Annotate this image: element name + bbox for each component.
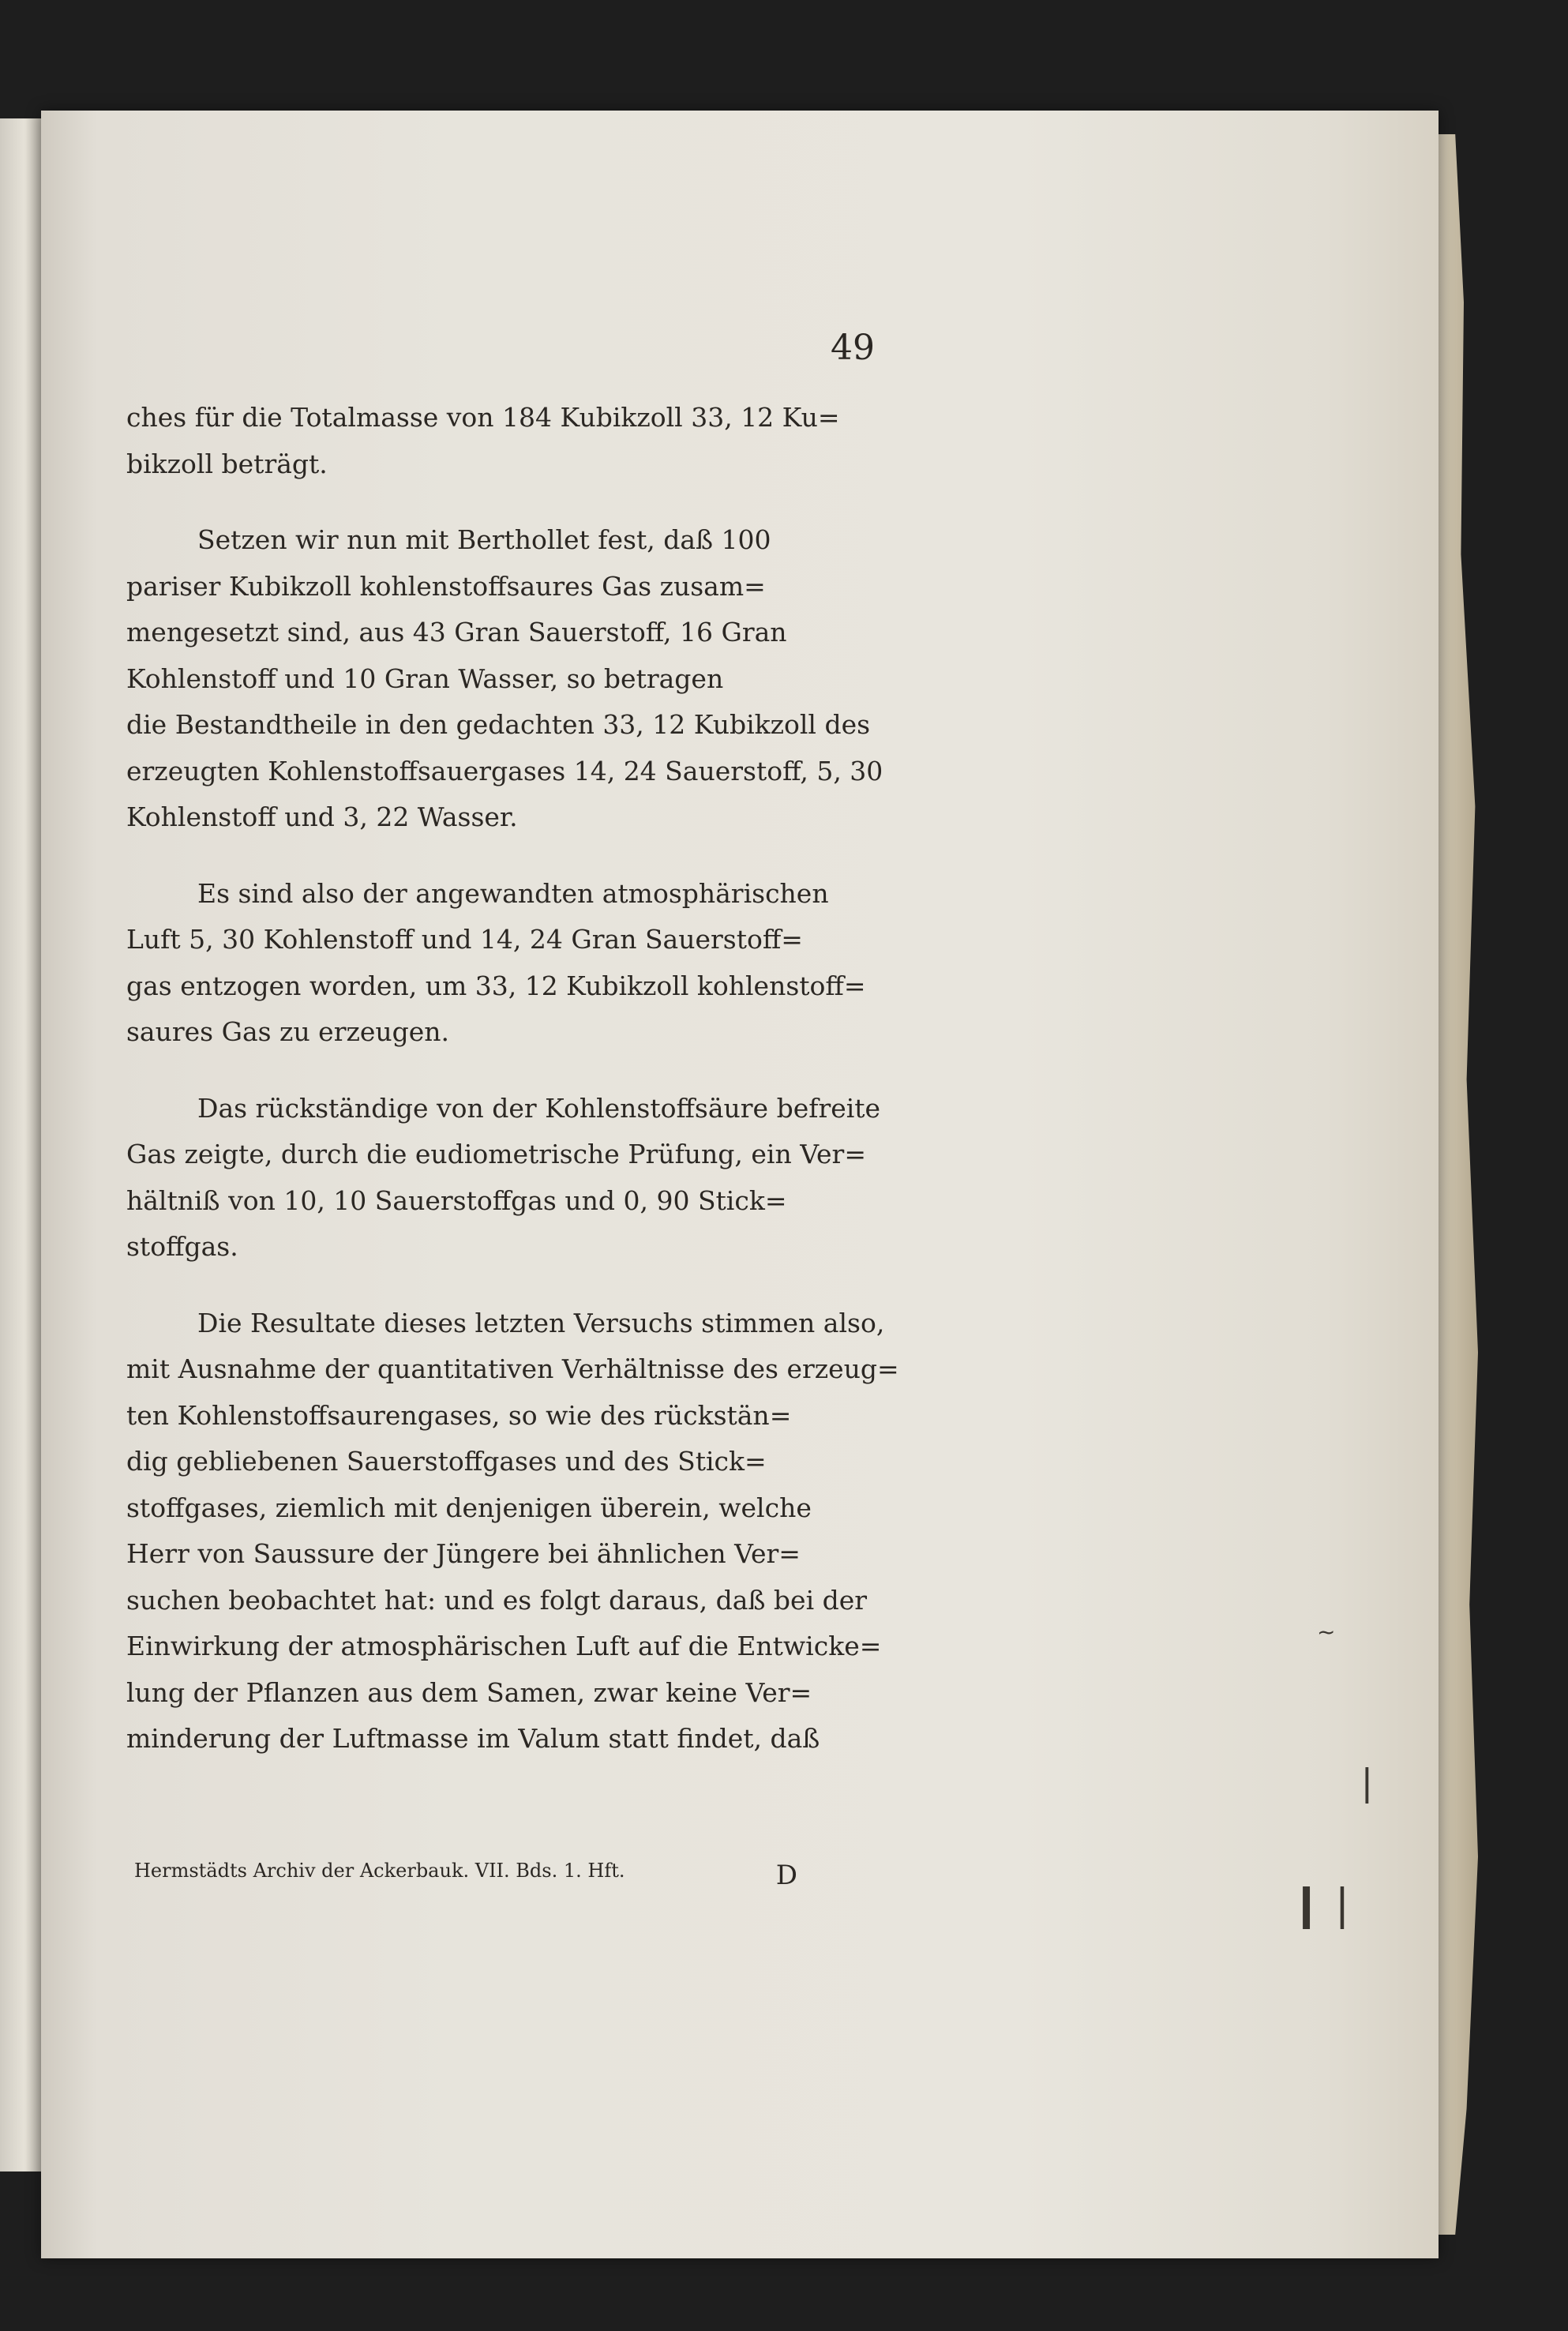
page-footer: [134, 1860, 797, 1891]
text-line: pariser Kubikzoll kohlenstoffsaures Gas zusam=: [126, 570, 766, 602]
page-number: 49: [831, 328, 875, 368]
text-line: die Bestandtheile in den gedachten 33, 12 Kubikzoll des: [126, 709, 871, 740]
text-line: stoffgas.: [126, 1231, 238, 1262]
text-line: ten Kohlenstoffsaurengases, so wie des rückstän=: [126, 1399, 792, 1431]
text-line: Gas zeigte, durch die eudiometrische Prüfung, ein Ver=: [126, 1139, 866, 1169]
text-line: Einwirkung der atmosphärischen Luft auf die Entwicke=: [126, 1631, 882, 1661]
margin-ink-mark: ~: [1317, 1619, 1336, 1645]
left-page-edge: [0, 118, 43, 2171]
text-line: Kohlenstoff und 10 Gran Wasser, so betragen: [126, 663, 724, 694]
text-line: mit Ausnahme der quantitativen Verhältnisse des erzeug=: [126, 1353, 899, 1384]
paragraph-4: [126, 1086, 900, 1271]
text-line: suchen beobachtet hat: und es folgt daraus, daß bei der: [126, 1584, 868, 1616]
paragraph-2: [126, 517, 900, 841]
text-line: Herr von Saussure der Jüngere bei ähnlichen Ver=: [126, 1538, 801, 1569]
text-line: bikzoll beträgt.: [126, 448, 328, 479]
text-line: erzeugten Kohlenstoffsauergases 14, 24 Sauerstoff, 5, 30: [126, 755, 883, 786]
margin-ink-mark: ❙❘: [1289, 1879, 1360, 1929]
text-line: lung der Pflanzen aus dem Samen, zwar keine Ver=: [126, 1676, 812, 1708]
text-line: stoffgases, ziemlich mit denjenigen überein, welche: [126, 1492, 812, 1523]
text-line: dig gebliebenen Sauerstoffgases und des Stick=: [126, 1446, 767, 1477]
text-line: ches für die Totalmasse von 184 Kubikzoll 33, 12 Ku=: [126, 402, 840, 433]
text-line: minderung der Luftmasse im Valum statt findet, daß: [126, 1723, 820, 1754]
text-line: gas entzogen worden, um 33, 12 Kubikzoll kohlenstoff=: [126, 970, 866, 1001]
text-line: saures Gas zu erzeugen.: [126, 1016, 450, 1047]
text-line: Das rückständige von der Kohlenstoffsäure befreite: [197, 1092, 881, 1124]
signature-mark: D: [775, 1860, 797, 1891]
margin-ink-mark: ❘: [1352, 1761, 1382, 1804]
text-line: Kohlenstoff und 3, 22 Wasser.: [126, 801, 518, 832]
text-line: hältniß von 10, 10 Sauerstoffgas und 0, 90 Stick=: [126, 1184, 787, 1216]
footer-source: Hermstädts Archiv der Ackerbauk. VII. Bds. 1. Hft.: [134, 1860, 625, 1882]
text-line: Die Resultate dieses letzten Versuchs stimmen also,: [197, 1307, 885, 1338]
body-text: [126, 395, 900, 1792]
text-line: Es sind also der angewandten atmosphärischen: [197, 877, 829, 909]
text-line: Setzen wir nun mit Berthollet fest, daß 100: [197, 524, 771, 555]
text-line: Luft 5, 30 Kohlenstoff und 14, 24 Gran Sauerstoff=: [126, 924, 803, 955]
paragraph-3: [126, 871, 900, 1056]
paragraph-5: [126, 1301, 900, 1762]
paragraph-1: [126, 395, 900, 487]
text-line: mengesetzt sind, aus 43 Gran Sauerstoff, 16 Gran: [126, 617, 787, 648]
